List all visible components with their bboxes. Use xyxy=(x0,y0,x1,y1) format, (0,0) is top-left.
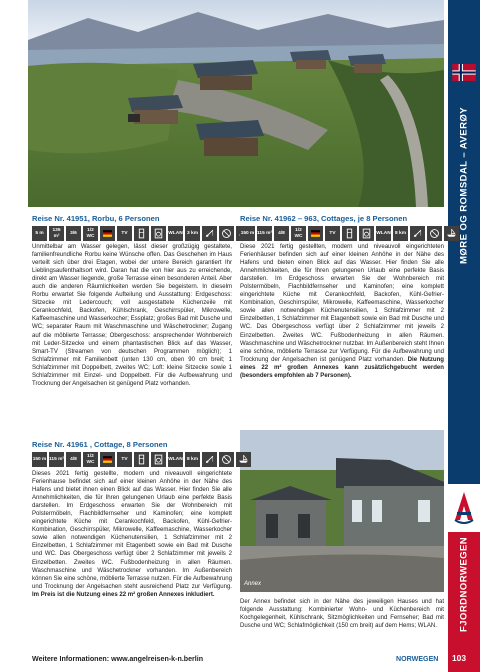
trip-41962-text: Diese 2021 fertig gestellten, modern und niveauvoll eingerichteten Ferienhäuser befinden sich auf einer kleinen Anhöhe in der Nähe des Hafens und bieten einen Blick auf das Wasser. Hier finden Sie alle Annehmlichkeiten, die für Ihren gelungenen Urlaub eine perfekte Basis darstellen. Im Erdgeschoss erwarten Sie der Wohnbereich mit Polstermöbeln, Flachbildfernseher und Kaminofen; eine komplett eingerichtete Küche mit Cerankochfeld, Backofen, Kühl-Gefrier-Kombination, Geschirrspüler, Mikrowelle, Kaffeemaschine, Wasserkocher sowie allen notwendigen Küchenutensilien, 1 Schlafzimmer mit 2 Einzelbetten, 1 Schlafzimmer mit Etagenbett sowie ein Bad mit Dusche und WC. Das Obergeschoss verfügt über 2 Schlafzimmer mit jeweils 2 Einzelbetten. Zweites WC. Fußbodenheizung in allen Räumen. Waschmaschine und Wäschetrockner nutzbar. Im Außenbereich steht Ihnen eine schöne, möblierte Terrasse zur Verfügung. Für die Aufbewahrung und Trocknung der Angelsachen ist genügend Platz vorhanden. xyxy=(240,244,444,363)
wlan-icon: WLAN xyxy=(168,226,183,241)
trip-41951-icon-row xyxy=(32,226,251,241)
cottage-photo-illustration xyxy=(240,430,444,592)
aerial-photo-illustration xyxy=(28,0,444,207)
trip-41961-icon-row xyxy=(32,452,251,467)
page-number: 103 xyxy=(452,653,466,663)
boat-icon xyxy=(444,226,459,241)
trip-41961-text: Dieses 2021 fertig gestellte, modern und niveauvoll eingerichtete Ferienhause befindet sich auf einer kleinen Anhöhe in der Nähe des Hafens und bietet ihnen einen Blick auf das Wasser. Hier finden Sie alle Annehmlichkeiten, die für Ihren gelungenen Urlaub eine perfekte Basis darstellen. Im Erdgeschoss erwarten Sie der Wohnbereich mit Polstermöbeln, Flachbildfernseher und Kaminofen; eine komplett eingerichtete Küche mit Cerankochfeld, Backofen, Kühl-Gefrier-Kombination, Geschirrspüler, Mikrowelle, Kaffeemaschine, Wasserkocher sowie allen notwendigen Küchenutensilien, 1 Schlafzimmer mit 2 Einzelbetten, 1 Schlafzimmer mit Etagenbett sowie ein Bad mit Dusche und WC. Das Obergeschoss verfügt über 2 Schlafzimmer mit jeweils 2 Einzelbetten. Zweites WC. Fußbodenheizung in allen Räumen. Waschmaschine und Wäschetrockner vorhanden. Im Außenbereich können Sie eine schöne, möblierte Terrasse nutzen. Für die Aufbewahrung und Trocknung der Angelsachen steht ausreichend Platz zur Verfügung. xyxy=(32,471,232,590)
footer-website: Weitere Informationen: www.angelreisen-k-n.berlin xyxy=(32,655,204,663)
trip-41962-description xyxy=(240,243,444,380)
washer-icon xyxy=(151,452,166,467)
bedrooms-icon: 4/8 xyxy=(274,226,289,241)
wlan-icon: WLAN xyxy=(376,226,391,241)
annex-description xyxy=(240,598,444,630)
fridge-icon xyxy=(342,226,357,241)
tv-icon: TV xyxy=(117,452,132,467)
shop-distance-icon: 8 km xyxy=(393,226,408,241)
region-label-fjordnorwegen: FJORDNORWEGEN xyxy=(458,536,470,632)
trip-41961-description xyxy=(32,470,232,599)
annex-text: Der Annex befindet sich in der Nähe des jeweiligen Hauses und hat folgende Ausstattung: Kombinierter Wohn- und Küchenbereich mit Kochgelegenheit, Kühlschrank, Sitzmöglichkeiten und Fernseher; Bad mit Dusche und WC; Schlafmöglichkeit (150 cm breit) auf dem Hems; WLAN. xyxy=(240,599,444,630)
fishing-icon xyxy=(202,452,217,467)
washer-icon xyxy=(151,226,166,241)
area-icon: 115 m² xyxy=(49,452,64,467)
no-pets-icon xyxy=(219,452,234,467)
cottage-annex-photo xyxy=(240,430,444,592)
trip-41951-text: Unmittelbar am Wasser gelegen, lässt dieser großzügig gestaltete, familienfreundliche Rorbu keine Wünsche offen. Das Geschehen im Haus verteilt sich über drei Etagen, wobei der untere Bereich garantiert Ihr Lieblingsaufenthaltsort wird. Daran hat die von hier aus zu erreichende, direkt am Wasser liegende, große Terrasse einen besonderen Anteil. Aber auch die anderen Räumlichkeiten werden Sie begeistern. In dieselm Rorbu erwartet Sie folgende Aufteilung und Ausstattung: Erdgeschoss: Sitzecke mit Ledercouch; voll ausgestattete Küchenzeile mit Cerankochfeld, Backofen, Kühlschrank, Geschirrspüler, Mikrowelle, Kaffeemaschine und Wasserkocher; Essplatz; großes Bad mit Dusche und WC; separater Raum mit Waschmaschine und Wäschetrockner; Zugang auf die möblierte Terrasse; Obergeschoss: ansprechender Wohnbereich mit Leder-Sitzecke und einem phantastischen Blick auf das Wasser, Smart-TV (Streamen von deutschen Programmen möglich); 1 Schlafzimmer mit Familienbett (unten 130 cm, oben 90 cm breit; 1 Schlafzimmer mit Doppelbett, zweites WC; Loft: kleine Sitzecke sowie 1 Schlafzimmer mit Einzel- und Doppelbett. Für die Aufbewahrung und Trocknung der Angelsachen ist genügend Platz vorhanden. xyxy=(32,244,232,387)
language-icon xyxy=(100,452,115,467)
boat-icon xyxy=(236,452,251,467)
tv-icon: TV xyxy=(325,226,340,241)
trip-41962-title: Reise Nr. 41962 – 963, Cottages, je 8 Personen xyxy=(240,214,408,223)
trip-41962-bold-note: Die Nutzung eines 22 m² großen Annexes kann zusätzlichgebucht werden (besonders empfohlen ab 7 Personen). xyxy=(240,356,444,379)
no-pets-icon xyxy=(427,226,442,241)
bathrooms-icon: 1/2 WC xyxy=(291,226,306,241)
shop-distance-icon: 3 km xyxy=(185,226,200,241)
trip-41962-icon-row xyxy=(240,226,459,241)
annex-photo-caption: Annex xyxy=(244,581,262,587)
trip-41951-title: Reise Nr. 41951, Rorbu, 6 Personen xyxy=(32,214,160,223)
language-icon xyxy=(308,226,323,241)
footer-country: NORWEGEN xyxy=(396,655,439,663)
trip-41961-bold-note: Im Preis ist die Nutzung eines 22 m² großen Annexes inkludiert. xyxy=(32,591,215,598)
distance-water-icon: 150 m xyxy=(240,226,255,241)
norway-flag-icon xyxy=(452,64,476,81)
tv-icon: TV xyxy=(117,226,132,241)
distance-water-icon: 150 m xyxy=(32,452,47,467)
language-icon xyxy=(100,226,115,241)
company-logo-icon xyxy=(453,490,475,526)
area-icon: 115 m² xyxy=(257,226,272,241)
bathrooms-icon: 1/2 WC xyxy=(83,226,98,241)
bathrooms-icon: 1/2 WC xyxy=(83,452,98,467)
aerial-photo-rorbu xyxy=(28,0,444,207)
shop-distance-icon: 8 km xyxy=(185,452,200,467)
wlan-icon: WLAN xyxy=(168,452,183,467)
bedrooms-icon: 3/6 xyxy=(66,226,81,241)
washer-icon xyxy=(359,226,374,241)
area-icon: 135 m² xyxy=(49,226,64,241)
fishing-icon xyxy=(410,226,425,241)
fridge-icon xyxy=(134,226,149,241)
fridge-icon xyxy=(134,452,149,467)
no-pets-icon xyxy=(219,226,234,241)
trip-41961-title: Reise Nr. 41961 , Cottage, 8 Personen xyxy=(32,440,168,449)
region-label-more-og-romsdal: MØRE OG ROMSDAL – AVERØY xyxy=(458,106,470,264)
trip-41951-description xyxy=(32,243,232,388)
distance-water-icon: 5 m xyxy=(32,226,47,241)
fishing-icon xyxy=(202,226,217,241)
bedrooms-icon: 4/8 xyxy=(66,452,81,467)
